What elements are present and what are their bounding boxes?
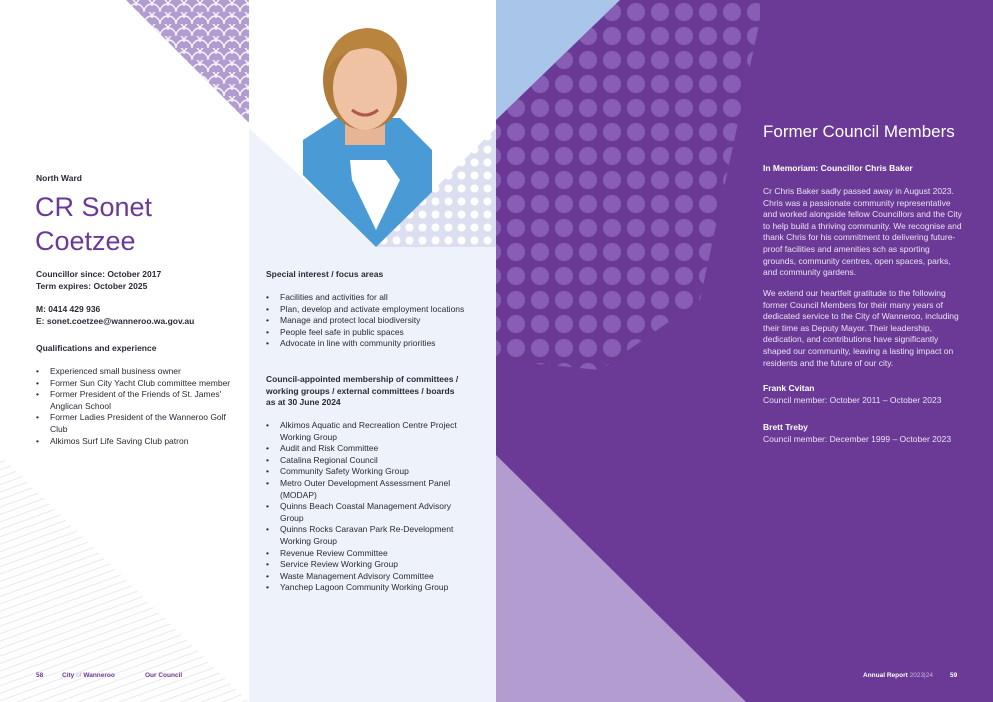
email-address[interactable]: E: sonet.coetzee@wanneroo.wa.gov.au xyxy=(36,315,195,326)
report-label: Annual Report 2023|24 xyxy=(863,672,933,679)
list-item: • People feel safe in public spaces xyxy=(266,327,471,339)
councillor-name: CR Sonet Coetzee xyxy=(35,192,153,256)
former-member xyxy=(763,383,941,405)
gratitude-paragraph: We extend our heartfelt gratitude to the following former Council Members for their many years of dedicated service to the City of Wanneroo, including their time as Deputy Mayor. Their leadership, dedication, and contributions have significantly shaped our community, leaving a lasting impact on residents and the future of our city. xyxy=(763,288,959,368)
list-item: • Former Sun City Yacht Club committee member xyxy=(36,378,236,390)
member-role: Council member: December 1999 – October 2023 xyxy=(763,434,952,444)
former-member xyxy=(763,422,951,444)
list-item: • Manage and protect local biodiversity xyxy=(266,315,471,327)
list-item: • Former President of the Friends of St. James' Anglican School xyxy=(36,389,236,412)
memoriam-heading: In Memoriam: Councillor Chris Baker xyxy=(763,163,913,173)
page-number-right: 59 xyxy=(950,672,958,679)
member-role: Council member: October 2011 – October 2023 xyxy=(763,395,942,405)
term-info xyxy=(36,269,161,292)
list-item: • Quinns Rocks Caravan Park Re-Development Working Group xyxy=(266,524,471,547)
committees-list xyxy=(266,420,471,594)
mobile-number[interactable]: M: 0414 429 936 xyxy=(36,304,101,314)
committees-heading: Council-appointed membership of committees / working groups / external committees / boards as at 30 June 2024 xyxy=(266,374,459,407)
list-item: • Experienced small business owner xyxy=(36,366,236,378)
section-label: Our Council xyxy=(145,672,183,679)
list-item: • Catalina Regional Council xyxy=(266,455,471,467)
city-logo-text: City of Wanneroo xyxy=(62,672,115,679)
qualifications-heading: Qualifications and experience xyxy=(36,343,157,353)
page-number-left: 58 xyxy=(36,672,44,679)
list-item: • Facilities and activities for all xyxy=(266,292,471,304)
interests-heading: Special interest / focus areas xyxy=(266,269,384,279)
councillor-since: Councillor since: October 2017 xyxy=(36,269,162,279)
member-name: Brett Treby xyxy=(763,422,808,432)
term-expires: Term expires: October 2025 xyxy=(36,280,148,291)
ward-label: North Ward xyxy=(36,173,82,183)
member-name: Frank Cvitan xyxy=(763,383,815,393)
qualifications-list xyxy=(36,366,236,447)
list-item: • Former Ladies President of the Wanneroo Golf Club xyxy=(36,412,236,435)
list-item: • Community Safety Working Group xyxy=(266,466,471,478)
list-item: • Alkimos Aquatic and Recreation Centre Project Working Group xyxy=(266,420,471,443)
list-item: • Quinns Beach Coastal Management Advisory Group xyxy=(266,501,471,524)
list-item: • Alkimos Surf Life Saving Club patron xyxy=(36,436,236,448)
list-item: • Yanchep Lagoon Community Working Group xyxy=(266,582,471,594)
contact-info xyxy=(36,304,194,327)
list-item: • Revenue Review Committee xyxy=(266,548,471,560)
page-title: Former Council Members xyxy=(763,122,955,141)
memoriam-paragraph: Cr Chris Baker sadly passed away in August 2023. Chris was a passionate community representative and worked alongside fellow Councillors and the City to help build a thriving community. We recognise and thank Chris for his commitment to delivering future-proof facilities and amenities sch as sporting grounds, community centres, open spaces, parks, and community gardens. xyxy=(763,186,962,278)
list-item: • Advocate in line with community priorities xyxy=(266,338,471,350)
list-item: • Service Review Working Group xyxy=(266,559,471,571)
interests-list xyxy=(266,292,471,350)
list-item: • Metro Outer Development Assessment Panel (MODAP) xyxy=(266,478,471,501)
list-item: • Waste Management Advisory Committee xyxy=(266,571,471,583)
list-item: • Plan, develop and activate employment locations xyxy=(266,304,471,316)
list-item: • Audit and Risk Committee xyxy=(266,443,471,455)
